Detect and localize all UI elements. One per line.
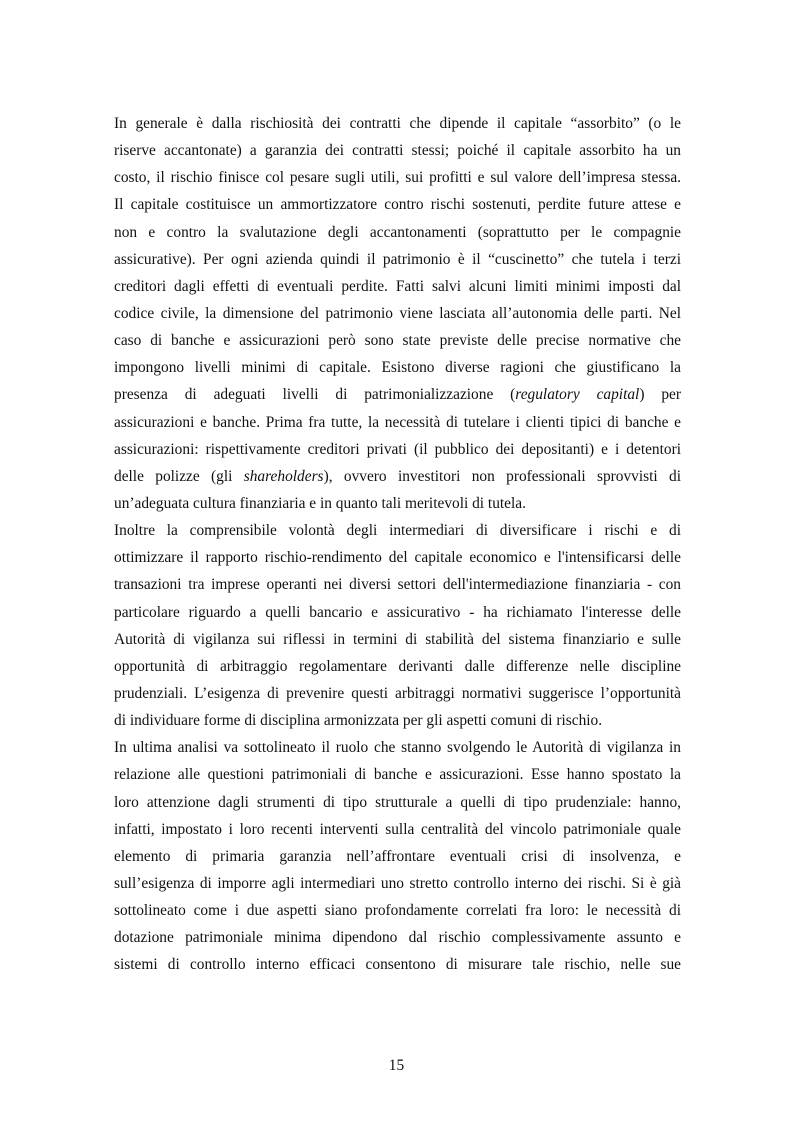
text-line: non e contro la svalutazione degli accantonamenti (soprattutto per le compagnie bbox=[114, 223, 681, 241]
text-line: relazione alle questioni patrimoniali di banche e assicurazioni. Esse hanno spostato la bbox=[114, 766, 681, 784]
text-line: creditori dagli effetti di eventuali perdite. Fatti salvi alcuni limiti minimi imposti dal bbox=[114, 277, 681, 295]
text-line: codice civile, la dimensione del patrimonio viene lasciata all’autonomia delle parti. Nel bbox=[114, 304, 681, 322]
text-line: prudenziali. L’esigenza di prevenire questi arbitraggi normativi suggerisce l’opportunità bbox=[114, 684, 681, 702]
text-line: delle polizze (gli shareholders), ovvero investitori non professionali sprovvisti di bbox=[114, 467, 681, 485]
text-line: transazioni tra imprese operanti nei diversi settori dell'intermediazione finanziaria - con bbox=[114, 576, 681, 594]
text-line: elemento di primaria garanzia nell’affrontare eventuali crisi di insolvenza, e bbox=[114, 847, 681, 865]
text-line: particolare riguardo a quelli bancario e assicurativo - ha richiamato l'interesse delle bbox=[114, 603, 681, 621]
text-line: Il capitale costituisce un ammortizzatore contro rischi sostenuti, perdite future attese e bbox=[114, 196, 681, 214]
text-line: sistemi di controllo interno efficaci consentono di misurare tale rischio, nelle sue bbox=[114, 956, 681, 974]
text-line: costo, il rischio finisce col pesare sugli utili, sui profitti e sul valore dell’impresa stessa. bbox=[114, 169, 681, 187]
text-line: di individuare forme di disciplina armonizzata per gli aspetti comuni di rischio. bbox=[114, 712, 603, 730]
text-line: sottolineato come i due aspetti siano profondamente correlati fra loro: le necessità di bbox=[114, 902, 681, 920]
text-line: presenza di adeguati livelli di patrimonializzazione (regulatory capital) per bbox=[114, 386, 681, 404]
text-line: assicurazioni: rispettivamente creditori privati (il pubblico dei depositanti) e i detentori bbox=[114, 440, 681, 458]
body-text bbox=[114, 110, 681, 979]
text-line: dotazione patrimoniale minima dipendono dal rischio complessivamente assunto e bbox=[114, 929, 681, 947]
text-line: assicurative). Per ogni azienda quindi il patrimonio è il “cuscinetto” che tutela i terzi bbox=[114, 250, 681, 268]
text-line: infatti, impostato i loro recenti interventi sulla centralità del vincolo patrimoniale quale bbox=[114, 820, 681, 838]
text-line: In ultima analisi va sottolineato il ruolo che stanno svolgendo le Autorità di vigilanza in bbox=[114, 739, 681, 757]
text-line: opportunità di arbitraggio regolamentare derivanti dalle differenze nelle discipline bbox=[114, 657, 681, 675]
text-line: ottimizzare il rapporto rischio-rendimento del capitale economico e l'intensificarsi delle bbox=[114, 549, 681, 567]
text-line: sull’esigenza di imporre agli intermediari uno stretto controllo interno dei rischi. Si è già bbox=[114, 874, 681, 892]
text-line: loro attenzione dagli strumenti di tipo strutturale a quelli di tipo prudenziale: hanno, bbox=[114, 793, 681, 811]
text-line: Autorità di vigilanza sui riflessi in termini di stabilità del sistema finanziario e sulle bbox=[114, 630, 681, 648]
text-line: impongono livelli minimi di capitale. Esistono diverse ragioni che giustificano la bbox=[114, 359, 681, 377]
text-line: riserve accantonate) a garanzia dei contratti stessi; poiché il capitale assorbito ha un bbox=[114, 142, 681, 160]
text-line: In generale è dalla rischiosità dei contratti che dipende il capitale “assorbito” (o le bbox=[114, 115, 681, 132]
text-line: un’adeguata cultura finanziaria e in quanto tali meritevoli di tutela. bbox=[114, 494, 526, 512]
text-line: caso di banche e assicurazioni però sono state previste delle precise normative che bbox=[114, 332, 681, 350]
text-line: assicurazioni e banche. Prima fra tutte, la necessità di tutelare i clienti tipici di banche e bbox=[114, 413, 681, 431]
text-line: Inoltre la comprensibile volontà degli intermediari di diversificare i rischi e di bbox=[114, 522, 681, 540]
page-number: 15 bbox=[388, 1057, 405, 1074]
